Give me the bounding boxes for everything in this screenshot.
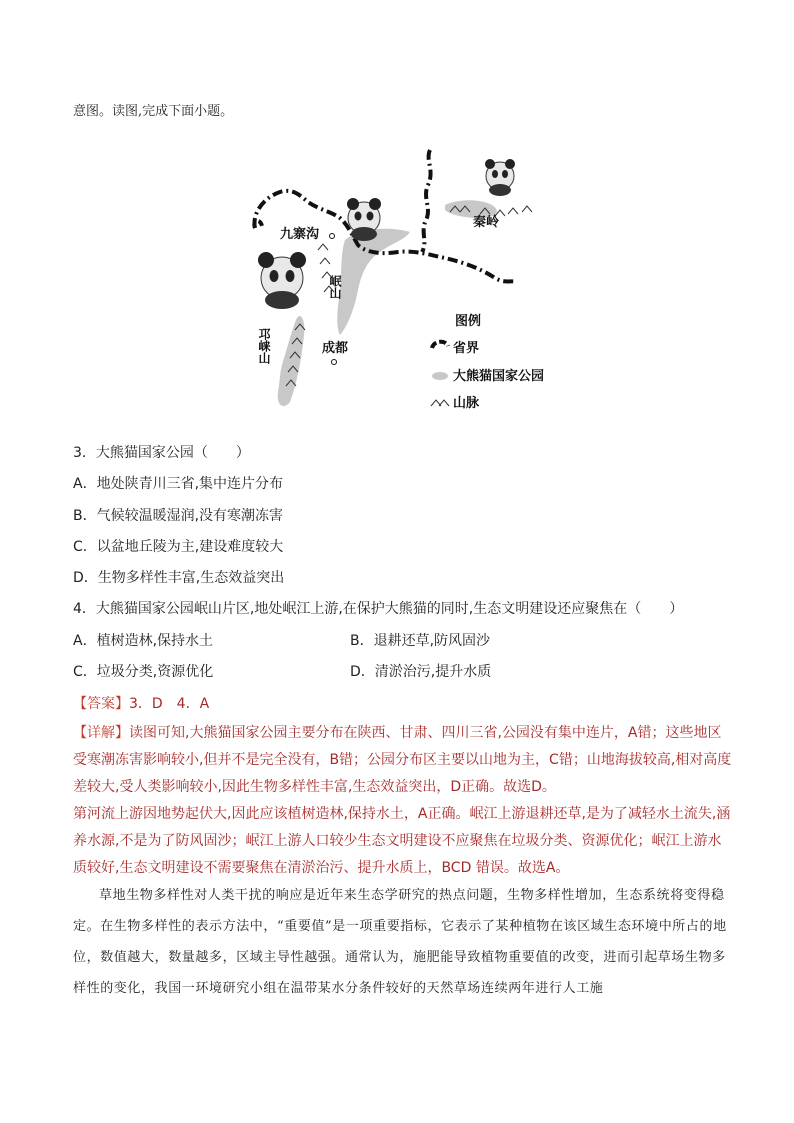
panda-icon: [485, 159, 515, 196]
q4-option-c: C．垃圾分类,资源优化: [73, 664, 214, 680]
legend-mountain-label: 山脉: [453, 396, 480, 411]
panda-park-map: [240, 140, 570, 420]
label-jiuzhaigou: 九寨沟: [280, 227, 320, 242]
label-minshan: 岷山: [328, 275, 342, 299]
reading-passage: [73, 880, 733, 1004]
q4-option-d: D．清淤治污,提升水质: [350, 664, 492, 680]
park-region-qionglai: [278, 316, 305, 406]
detail-para-1-text: 读图可知,大熊猫国家公园主要分布在陕西、甘肃、四川三省,公园没有集中连片，A错；这些地区受寒潮冻害影响较小,但并不是完全没有，B错；公园分布区主要以山地为主，C错；山地海拔较高,相对高度差较大,受人类影响较小,因此生物多样性丰富,生态效益突出，D正确。故选D。: [73, 725, 732, 795]
legend-border-symbol: [432, 342, 448, 348]
chengdu-marker: [332, 360, 337, 365]
q3-option-d: D．生物多样性丰富,生态效益突出: [73, 570, 285, 586]
answer-label: 【答案】: [73, 696, 129, 712]
q3-option-c: C．以盆地丘陵为主,建设难度较大: [73, 539, 284, 555]
label-qionglai: 邛崃山: [257, 328, 271, 364]
q4-option-a: A．植树造林,保持水土: [73, 633, 214, 649]
province-border-north: [422, 150, 431, 252]
panda-icon: [347, 198, 381, 241]
legend-mountain-symbol: [431, 400, 449, 406]
detail-label: 【详解】: [73, 725, 129, 741]
q3-option-b: B．气候较温暖湿润,没有寒潮冻害: [73, 508, 284, 524]
q4-stem: 4．大熊猫国家公园岷山片区,地处岷江上游,在保护大熊猫的同时,生态文明建设还应聚焦在（ ）: [73, 601, 684, 617]
legend-border-label: 省界: [453, 341, 480, 356]
q3-stem: 3．大熊猫国家公园（ ）: [73, 445, 250, 461]
intro-text: 意图。读图,完成下面小题。: [73, 104, 234, 119]
legend-park-label: 大熊猫国家公园: [453, 369, 545, 384]
q4-option-b: B．退耕还草,防风固沙: [350, 633, 491, 649]
detail-para-2: 第河流上游因地势起伏大,因此应该植树造林,保持水土，A正确。岷江上游退耕还草,是为了减轻水土流失,涵养水源,不是为了防风固沙；岷江上游人口较少生态文明建设不应聚焦在垃圾分类、资源优化；岷江上游水质较好,生态文明建设不需要聚焦在清淤治污、提升水质上，BCD 错误。故选A。: [73, 806, 731, 876]
answer-text: 3．D 4．A: [129, 696, 210, 712]
answer-line: [73, 694, 209, 714]
passage-text: 草地生物多样性对人类干扰的响应是近年来生态学研究的热点问题，生物多样性增加，生态系统将变得稳定。在生物多样性的表示方法中，“重要值”是一项重要指标，它表示了某种植物在该区域生态环境中所占的地位，数值越大，数量越多，区域主导性越强。通常认为，施肥能导致植物重要值的改变，进而引起草场生物多样性的变化，我国一环境研究小组在温带某水分条件较好的天然草场连续两年进行人工施: [73, 888, 727, 996]
detail-section: [73, 720, 733, 882]
panda-icon: [258, 252, 306, 309]
q3-option-a: A．地处陕青川三省,集中连片分布: [73, 476, 284, 492]
jiuzhaigou-marker: [330, 234, 335, 239]
label-qinling: 秦岭: [473, 215, 500, 230]
legend-park-symbol: [432, 372, 448, 380]
park-region-minshan: [337, 229, 410, 335]
detail-para-1: [73, 720, 733, 801]
legend-title: 图例: [455, 314, 482, 329]
label-chengdu: 成都: [322, 341, 349, 356]
